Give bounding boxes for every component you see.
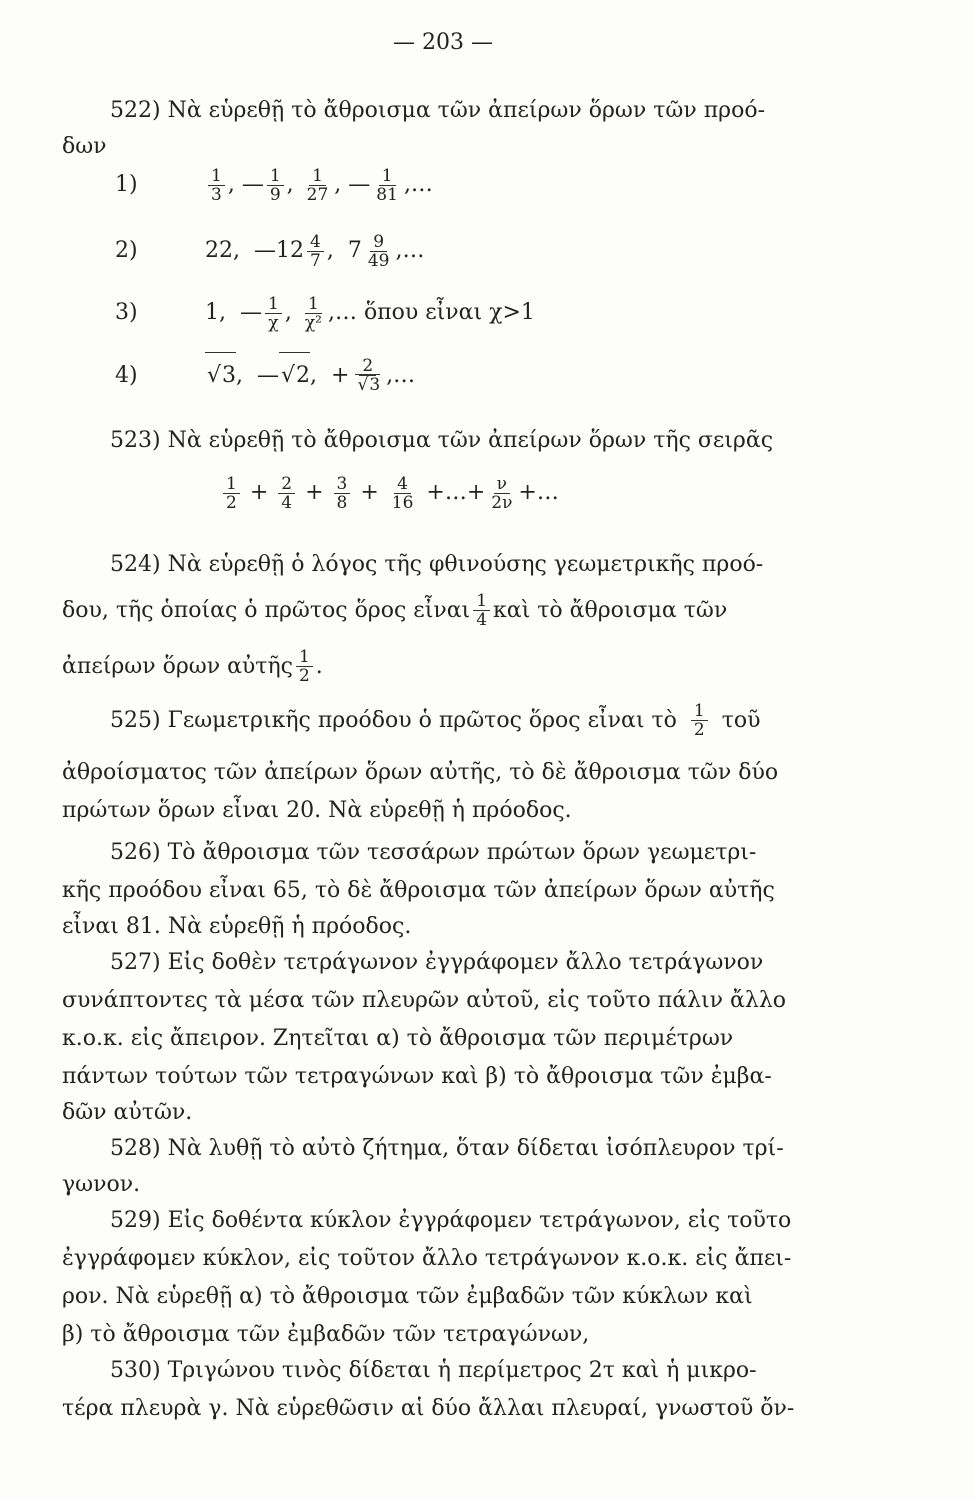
- problem-525-line-1: 525) Γεωμετρικῆς προόδου ὁ πρῶτος ὅρος εἶναι τὸ $\frac{1}{2}$ τοῦ: [110, 701, 761, 740]
- item-label: 1): [115, 172, 138, 197]
- fraction: $\frac{1}{2}$: [691, 702, 708, 739]
- problem-522-line-2: δων: [62, 134, 107, 159]
- fraction: $\frac{9}{49}$: [367, 231, 390, 271]
- item-label: 4): [115, 362, 138, 388]
- problem-523-line-1: 523) Νὰ εὑρεθῇ τὸ ἄθροισμα τῶν ἀπείρων ὅρων τῆς σειρᾶς: [110, 428, 774, 453]
- fraction: $\frac{1}{3}$: [208, 167, 225, 204]
- problem-529-line-2: ἐγγράφομεν κύκλον, εἰς τοῦτον ἄλλο τετράγωνον κ.ο.κ. εἰς ἄπει-: [62, 1246, 792, 1271]
- fraction: $\frac{1}{27}$: [306, 165, 329, 205]
- problem-530-line-2: τέρα πλευρὰ γ. Νὰ εὑρεθῶσιν αἱ δύο ἄλλαι πλευραί, γνωστοῦ ὄν-: [62, 1396, 795, 1421]
- problem-525-line-3: πρώτων ὅρων εἶναι 20. Νὰ εὑρεθῇ ἡ πρόοδος.: [62, 798, 572, 823]
- problem-522-item-2: 2) 22, —12 $\frac{4}{7}$ , 7 $\frac{9}{49}$ ,…: [115, 228, 424, 274]
- fraction: $\frac{\nu}{2\nu}$: [491, 473, 513, 513]
- sqrt: √ 3: [205, 352, 236, 399]
- fraction: $\frac{1}{9}$: [267, 167, 284, 204]
- fraction: $\frac{4}{16}$: [391, 473, 414, 513]
- fraction: $\frac{1}{\text{χ²}}$: [304, 293, 322, 333]
- item-label: 3): [115, 300, 138, 325]
- problem-522-line-1: 522) Νὰ εὑρεθῇ τὸ ἄθροισμα τῶν ἀπείρων ὅρων τῶν προό-: [110, 98, 766, 123]
- page-number: — 203 —: [393, 30, 493, 55]
- fraction: $\frac{1}{2}$: [296, 648, 313, 685]
- problem-524-line-2: δου, τῆς ὁποίας ὁ πρῶτος ὅρος εἶναι $\frac{1}{4}$ καὶ τὸ ἄθροισμα τῶν: [62, 591, 728, 630]
- problem-528-line-1: 528) Νὰ λυθῇ τὸ αὐτὸ ζήτημα, ὅταν δίδεται ἰσόπλευρον τρί-: [110, 1136, 784, 1161]
- problem-529-line-3: ρον. Νὰ εὑρεθῇ α) τὸ ἄθροισμα τῶν ἐμβαδῶν τῶν κύκλων καὶ: [62, 1284, 753, 1309]
- item-label: 2): [115, 238, 138, 263]
- sqrt: √ 2: [279, 352, 310, 399]
- problem-522-item-3: 3) 1, — $\frac{1}{\chi}$ , $\frac{1}{\text{χ²}}$ ,… ὅπου εἶναι χ>1: [115, 290, 535, 336]
- fraction: $\frac{1}{81}$: [376, 165, 398, 205]
- problem-529-line-4: β) τὸ ἄθροισμα τῶν ἐμβαδῶν τῶν τετραγώνων,: [62, 1322, 590, 1347]
- problem-527-line-5: δῶν αὐτῶν.: [62, 1100, 193, 1125]
- problem-525-line-2: ἀθροίσματος τῶν ἀπείρων ὅρων αὐτῆς, τὸ δὲ ἄθροισμα τῶν δύο: [62, 760, 779, 785]
- problem-527-line-3: κ.ο.κ. εἰς ἄπειρον. Ζητεῖται α) τὸ ἄθροισμα τῶν περιμέτρων: [62, 1026, 734, 1051]
- fraction: 2 √ 3: [352, 357, 383, 394]
- problem-528-line-2: γωνον.: [62, 1172, 141, 1197]
- fraction: $\frac{3}{8}$: [334, 475, 351, 512]
- problem-527-line-4: πάντων τούτων τῶν τετραγώνων καὶ β) τὸ ἄθροισμα τῶν ἐμβα-: [62, 1064, 772, 1089]
- fraction: $\frac{1}{4}$: [473, 592, 490, 629]
- fraction: $\frac{1}{2}$: [223, 475, 240, 512]
- problem-526-line-3: εἶναι 81. Νὰ εὑρεθῇ ἡ πρόοδος.: [62, 914, 412, 939]
- problem-526-line-2: κῆς προόδου εἶναι 65, τὸ δὲ ἄθροισμα τῶν ἀπείρων ὅρων αὐτῆς: [62, 878, 775, 903]
- problem-530-line-1: 530) Τριγώνου τινὸς δίδεται ἡ περίμετρος 2τ καὶ ἡ μικρο-: [110, 1358, 757, 1383]
- problem-522-item-1: 1) $\frac{1}{3}$ , — $\frac{1}{9}$ , $\frac{1}{27}$ , — $\frac{1}{81}$ ,…: [115, 162, 433, 208]
- problem-527-line-1: 527) Εἰς δοθὲν τετράγωνον ἐγγράφομεν ἄλλο τετράγωνον: [110, 950, 764, 975]
- problem-523-series: $\frac{1}{2}$ + $\frac{2}{4}$ + $\frac{3}{8}$ + $\frac{4}{16}$ +…+ $\frac{\nu}{2\nu}$ +…: [220, 470, 559, 516]
- problem-529-line-1: 529) Εἰς δοθέντα κύκλον ἐγγράφομεν τετράγωνον, εἰς τοῦτο: [110, 1208, 792, 1233]
- problem-526-line-1: 526) Τὸ ἄθροισμα τῶν τεσσάρων πρώτων ὅρων γεωμετρι-: [110, 840, 757, 865]
- problem-524-line-1: 524) Νὰ εὑρεθῇ ὁ λόγος τῆς φθινούσης γεωμετρικῆς προό-: [110, 552, 764, 577]
- problem-527-line-2: συνάπτοντες τὰ μέσα τῶν πλευρῶν αὐτοῦ, εἰς τοῦτο πάλιν ἄλλο: [62, 988, 787, 1013]
- fraction: $\frac{2}{4}$: [278, 475, 295, 512]
- problem-522-item-4: 4) √ 3 , — √ 2 , + 2 √ 3 ,…: [115, 352, 415, 399]
- fraction: $\frac{4}{7}$: [307, 233, 324, 270]
- problem-524-line-3: ἀπείρων ὅρων αὐτῆς $\frac{1}{2}$ .: [62, 647, 323, 686]
- fraction: $\frac{1}{\chi}$: [265, 295, 282, 332]
